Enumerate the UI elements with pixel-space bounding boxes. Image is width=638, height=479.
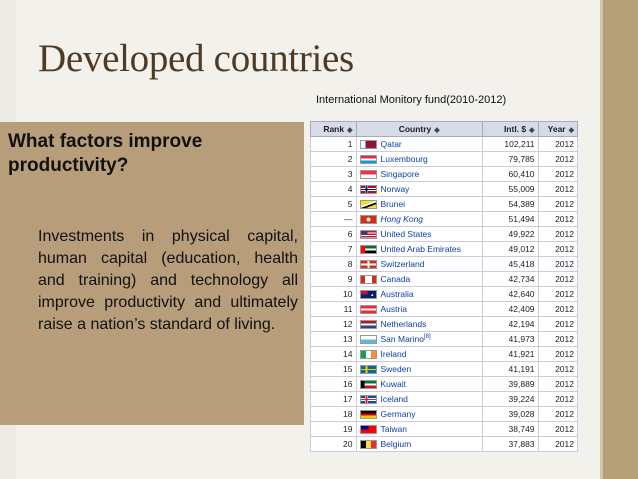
country-link[interactable]: Australia xyxy=(380,288,414,299)
value-cell: 42,409 xyxy=(482,302,538,317)
value-cell: 39,889 xyxy=(482,377,538,392)
slide-title: Developed countries xyxy=(38,37,354,80)
year-cell: 2012 xyxy=(538,437,577,452)
value-cell: 41,921 xyxy=(482,347,538,362)
flag-hongkong-icon xyxy=(360,215,377,224)
rank-cell: 4 xyxy=(311,182,357,197)
flag-luxembourg-icon xyxy=(360,155,377,164)
header-year[interactable]: Year ◆ xyxy=(538,122,577,137)
country-cell xyxy=(356,317,482,332)
table-row xyxy=(311,347,578,362)
country-link[interactable]: Kuwait xyxy=(380,378,407,389)
flag-kuwait-icon xyxy=(360,380,377,389)
table-row xyxy=(311,332,578,347)
rank-cell: 2 xyxy=(311,152,357,167)
rank-cell: 19 xyxy=(311,422,357,437)
sort-icon[interactable]: ◆ xyxy=(347,127,353,134)
country-cell xyxy=(356,422,482,437)
value-cell: 41,973 xyxy=(482,332,538,347)
flag-usa-icon xyxy=(360,230,377,239)
country-link[interactable]: Austria xyxy=(380,303,407,314)
rank-cell: 6 xyxy=(311,227,357,242)
table-row xyxy=(311,182,578,197)
table-row xyxy=(311,392,578,407)
flag-austria-icon xyxy=(360,305,377,314)
sort-icon[interactable]: ◆ xyxy=(529,127,535,134)
year-cell: 2012 xyxy=(538,137,577,152)
value-cell: 39,224 xyxy=(482,392,538,407)
rank-cell: — xyxy=(311,212,357,227)
country-cell xyxy=(356,242,482,257)
year-cell: 2012 xyxy=(538,242,577,257)
source-caption: International Monitory fund(2010-2012) xyxy=(316,94,507,106)
table-row xyxy=(311,152,578,167)
rank-cell: 10 xyxy=(311,287,357,302)
country-cell xyxy=(356,272,482,287)
flag-belgium-icon xyxy=(360,440,377,449)
country-link[interactable]: Luxembourg xyxy=(380,153,428,164)
flag-taiwan-icon xyxy=(360,425,377,434)
country-link[interactable]: United Arab Emirates xyxy=(380,243,461,254)
country-link[interactable]: Belgium xyxy=(380,438,412,449)
flag-australia-icon xyxy=(360,290,377,299)
slide-right-bar xyxy=(600,0,638,479)
flag-switzerland-icon xyxy=(360,260,377,269)
year-cell: 2012 xyxy=(538,182,577,197)
year-cell: 2012 xyxy=(538,392,577,407)
flag-canada-icon xyxy=(360,275,377,284)
table-row xyxy=(311,227,578,242)
value-cell: 49,922 xyxy=(482,227,538,242)
table-row xyxy=(311,422,578,437)
value-cell: 42,734 xyxy=(482,272,538,287)
country-link[interactable]: Netherlands xyxy=(380,318,427,329)
year-cell: 2012 xyxy=(538,362,577,377)
rank-cell: 14 xyxy=(311,347,357,362)
value-cell: 41,191 xyxy=(482,362,538,377)
country-link[interactable]: San Marino xyxy=(380,333,424,344)
country-link[interactable]: Ireland xyxy=(380,348,407,359)
value-cell: 49,012 xyxy=(482,242,538,257)
year-cell: 2012 xyxy=(538,347,577,362)
flag-ireland-icon xyxy=(360,350,377,359)
country-cell xyxy=(356,437,482,452)
country-cell xyxy=(356,332,482,347)
sort-icon[interactable]: ◆ xyxy=(568,127,574,134)
year-cell: 2012 xyxy=(538,287,577,302)
flag-germany-icon xyxy=(360,410,377,419)
table-row xyxy=(311,407,578,422)
country-link[interactable]: Iceland xyxy=(380,393,408,404)
value-cell: 45,418 xyxy=(482,257,538,272)
rank-cell: 9 xyxy=(311,272,357,287)
sort-icon[interactable]: ◆ xyxy=(434,127,440,134)
year-cell: 2012 xyxy=(538,332,577,347)
country-cell xyxy=(356,362,482,377)
value-cell: 60,410 xyxy=(482,167,538,182)
value-cell: 38,749 xyxy=(482,422,538,437)
country-link[interactable]: Germany xyxy=(380,408,416,419)
year-cell: 2012 xyxy=(538,197,577,212)
flag-iceland-icon xyxy=(360,395,377,404)
table-row xyxy=(311,302,578,317)
year-cell: 2012 xyxy=(538,407,577,422)
value-cell: 37,883 xyxy=(482,437,538,452)
country-link[interactable]: Hong Kong xyxy=(380,213,424,224)
table-header-row xyxy=(311,122,578,137)
table-row xyxy=(311,212,578,227)
table-row xyxy=(311,197,578,212)
rank-cell: 3 xyxy=(311,167,357,182)
country-cell xyxy=(356,287,482,302)
rank-cell: 13 xyxy=(311,332,357,347)
rank-cell: 1 xyxy=(311,137,357,152)
year-cell: 2012 xyxy=(538,317,577,332)
panel-heading: What factors improve productivity? xyxy=(8,131,203,176)
year-cell: 2012 xyxy=(538,302,577,317)
rank-cell: 16 xyxy=(311,377,357,392)
country-link[interactable]: United States xyxy=(380,228,432,239)
flag-sanmarino-icon xyxy=(360,335,377,344)
country-link[interactable]: Qatar xyxy=(380,138,402,149)
country-cell xyxy=(356,152,482,167)
rank-cell: 12 xyxy=(311,317,357,332)
country-cell xyxy=(356,137,482,152)
table-row xyxy=(311,242,578,257)
country-cell xyxy=(356,212,482,227)
value-cell: 39,028 xyxy=(482,407,538,422)
year-cell: 2012 xyxy=(538,377,577,392)
country-cell xyxy=(356,227,482,242)
value-cell: 102,211 xyxy=(482,137,538,152)
value-cell: 42,194 xyxy=(482,317,538,332)
country-link[interactable]: Taiwan xyxy=(380,423,407,434)
value-cell: 55,009 xyxy=(482,182,538,197)
country-cell xyxy=(356,347,482,362)
table-row xyxy=(311,437,578,452)
rank-cell: 15 xyxy=(311,362,357,377)
value-cell: 54,389 xyxy=(482,197,538,212)
country-link[interactable]: Canada xyxy=(380,273,411,284)
table-body xyxy=(311,137,578,452)
country-cell xyxy=(356,407,482,422)
table-row xyxy=(311,137,578,152)
value-cell: 79,785 xyxy=(482,152,538,167)
panel-body: Investments in physical capital, human capital (education, health and training) and technology all improve productivity and ultimately raise a nation’s standard of living. xyxy=(38,228,298,333)
rank-cell: 20 xyxy=(311,437,357,452)
table-row xyxy=(311,272,578,287)
table-row xyxy=(311,167,578,182)
country-cell xyxy=(356,197,482,212)
header-country[interactable]: Country ◆ xyxy=(356,122,482,137)
header-rank[interactable]: Rank ◆ xyxy=(311,122,357,137)
rank-cell: 17 xyxy=(311,392,357,407)
table-row xyxy=(311,317,578,332)
year-cell: 2012 xyxy=(538,227,577,242)
flag-qatar-icon xyxy=(360,140,377,149)
gdp-ranking-table xyxy=(310,121,578,452)
rank-cell: 8 xyxy=(311,257,357,272)
citation-link[interactable]: [8] xyxy=(423,334,431,341)
country-cell xyxy=(356,167,482,182)
year-cell: 2012 xyxy=(538,152,577,167)
rank-cell: 11 xyxy=(311,302,357,317)
year-cell: 2012 xyxy=(538,272,577,287)
country-cell xyxy=(356,377,482,392)
country-cell xyxy=(356,182,482,197)
table-row xyxy=(311,377,578,392)
flag-singapore-icon xyxy=(360,170,377,179)
country-cell xyxy=(356,257,482,272)
flag-norway-icon xyxy=(360,185,377,194)
country-link[interactable]: Switzerland xyxy=(380,258,425,269)
table-row xyxy=(311,362,578,377)
country-link[interactable]: Norway xyxy=(380,183,410,194)
country-link[interactable]: Singapore xyxy=(380,168,420,179)
table-row xyxy=(311,257,578,272)
year-cell: 2012 xyxy=(538,212,577,227)
flag-brunei-icon xyxy=(360,200,377,209)
country-link[interactable]: Sweden xyxy=(380,363,412,374)
year-cell: 2012 xyxy=(538,422,577,437)
flag-sweden-icon xyxy=(360,365,377,374)
table-row xyxy=(311,287,578,302)
value-cell: 42,640 xyxy=(482,287,538,302)
value-cell: 51,494 xyxy=(482,212,538,227)
rank-cell: 18 xyxy=(311,407,357,422)
rank-cell: 5 xyxy=(311,197,357,212)
country-cell xyxy=(356,302,482,317)
flag-netherlands-icon xyxy=(360,320,377,329)
country-cell xyxy=(356,392,482,407)
header-value[interactable]: Intl. $ ◆ xyxy=(482,122,538,137)
country-link[interactable]: Brunei xyxy=(380,198,406,209)
year-cell: 2012 xyxy=(538,167,577,182)
rank-cell: 7 xyxy=(311,242,357,257)
flag-uae-icon xyxy=(360,245,377,254)
year-cell: 2012 xyxy=(538,257,577,272)
